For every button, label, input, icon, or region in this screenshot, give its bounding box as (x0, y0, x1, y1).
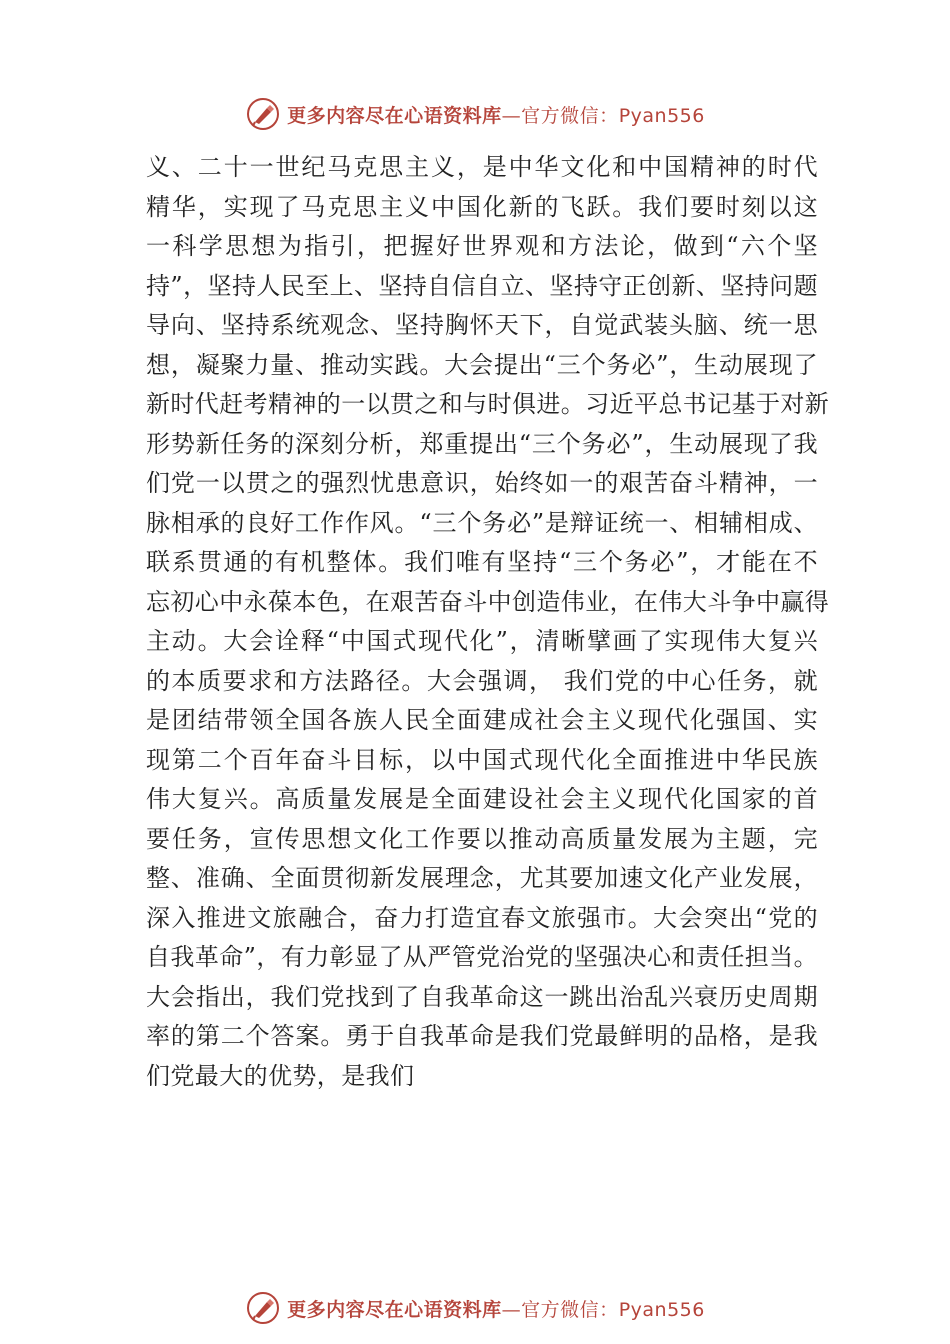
document-body (146, 148, 830, 1096)
body-line: 想，凝聚力量、推动实践。大会提出“三个务必”，生动展现了 (146, 350, 818, 379)
body-line: 脉相承的良好工作作风。“三个务必”是辩证统一、相辅相成、 (146, 508, 818, 537)
footer-banner-text (287, 1295, 705, 1322)
header-banner-separator: — (501, 104, 522, 127)
body-line: 整、准确、全面贯彻新发展理念，尤其要加速文化产业发展， (146, 864, 818, 892)
footer-banner (0, 1290, 950, 1326)
body-line: 伟大复兴。高质量发展是全面建设社会主义现代化国家的首 (146, 785, 818, 813)
pen-nib-logo-icon (245, 96, 281, 132)
header-banner (0, 96, 950, 132)
footer-wechat-account: Pyan556 (618, 1298, 705, 1321)
pen-nib-logo-icon (245, 1290, 281, 1326)
body-line: 新时代赶考精神的一以贯之和与时俱进。习近平总书记基于对新 (146, 390, 830, 418)
body-line: 要任务，宣传思想文化工作要以推动高质量发展为主题，完 (146, 824, 818, 853)
body-line: 大会指出，我们党找到了自我革命这一跳出治乱兴衰历史周期 (146, 982, 818, 1011)
body-line: 持”，坚持人民至上、坚持自信自立、坚持守正创新、坚持问题 (146, 271, 818, 300)
body-line: 自我革命”，有力彰显了从严管党治党的坚强决心和责任担当。 (146, 943, 818, 971)
body-line: 们党一以贯之的强烈忧患意识，始终如一的艰苦奋斗精神，一 (146, 469, 818, 497)
body-line: 是团结带领全国各族人民全面建成社会主义现代化强国、实 (146, 706, 818, 734)
header-wechat-label: 官方微信： (521, 104, 619, 127)
footer-wechat-label: 官方微信： (521, 1298, 619, 1321)
body-line: 的本质要求和方法路径。大会强调， 我们党的中心任务，就 (146, 666, 818, 695)
footer-banner-separator: — (501, 1298, 522, 1321)
body-line: 精华，实现了马克思主义中国化新的飞跃。我们要时刻以这 (146, 192, 818, 221)
body-line: 联系贯通的有机整体。我们唯有坚持“三个务必”，才能在不 (146, 548, 818, 576)
body-line: 一科学思想为指引，把握好世界观和方法论，做到“六个坚 (146, 232, 818, 260)
body-line: 们党最大的优势，是我们 (146, 1061, 415, 1090)
footer-banner-label: 更多内容尽在心语资料库 (287, 1298, 502, 1321)
header-wechat-account: Pyan556 (618, 104, 705, 127)
header-banner-label: 更多内容尽在心语资料库 (287, 104, 502, 127)
body-line: 形势新任务的深刻分析，郑重提出“三个务必”，生动展现了我 (146, 429, 818, 458)
body-line: 深入推进文旅融合，奋力打造宜春文旅强市。大会突出“党的 (146, 903, 818, 932)
header-banner-text (287, 101, 705, 128)
body-line: 率的第二个答案。勇于自我革命是我们党最鲜明的品格，是我 (146, 1022, 818, 1050)
body-line: 主动。大会诠释“中国式现代化”，清晰擘画了实现伟大复兴 (146, 627, 818, 655)
body-line: 忘初心中永葆本色，在艰苦奋斗中创造伟业，在伟大斗争中赢得 (146, 587, 830, 616)
body-line: 义、二十一世纪马克思主义，是中华文化和中国精神的时代 (146, 153, 818, 181)
body-line: 导向、坚持系统观念、坚持胸怀天下，自觉武装头脑、统一思 (146, 311, 818, 339)
body-line: 现第二个百年奋斗目标，以中国式现代化全面推进中华民族 (146, 745, 818, 774)
